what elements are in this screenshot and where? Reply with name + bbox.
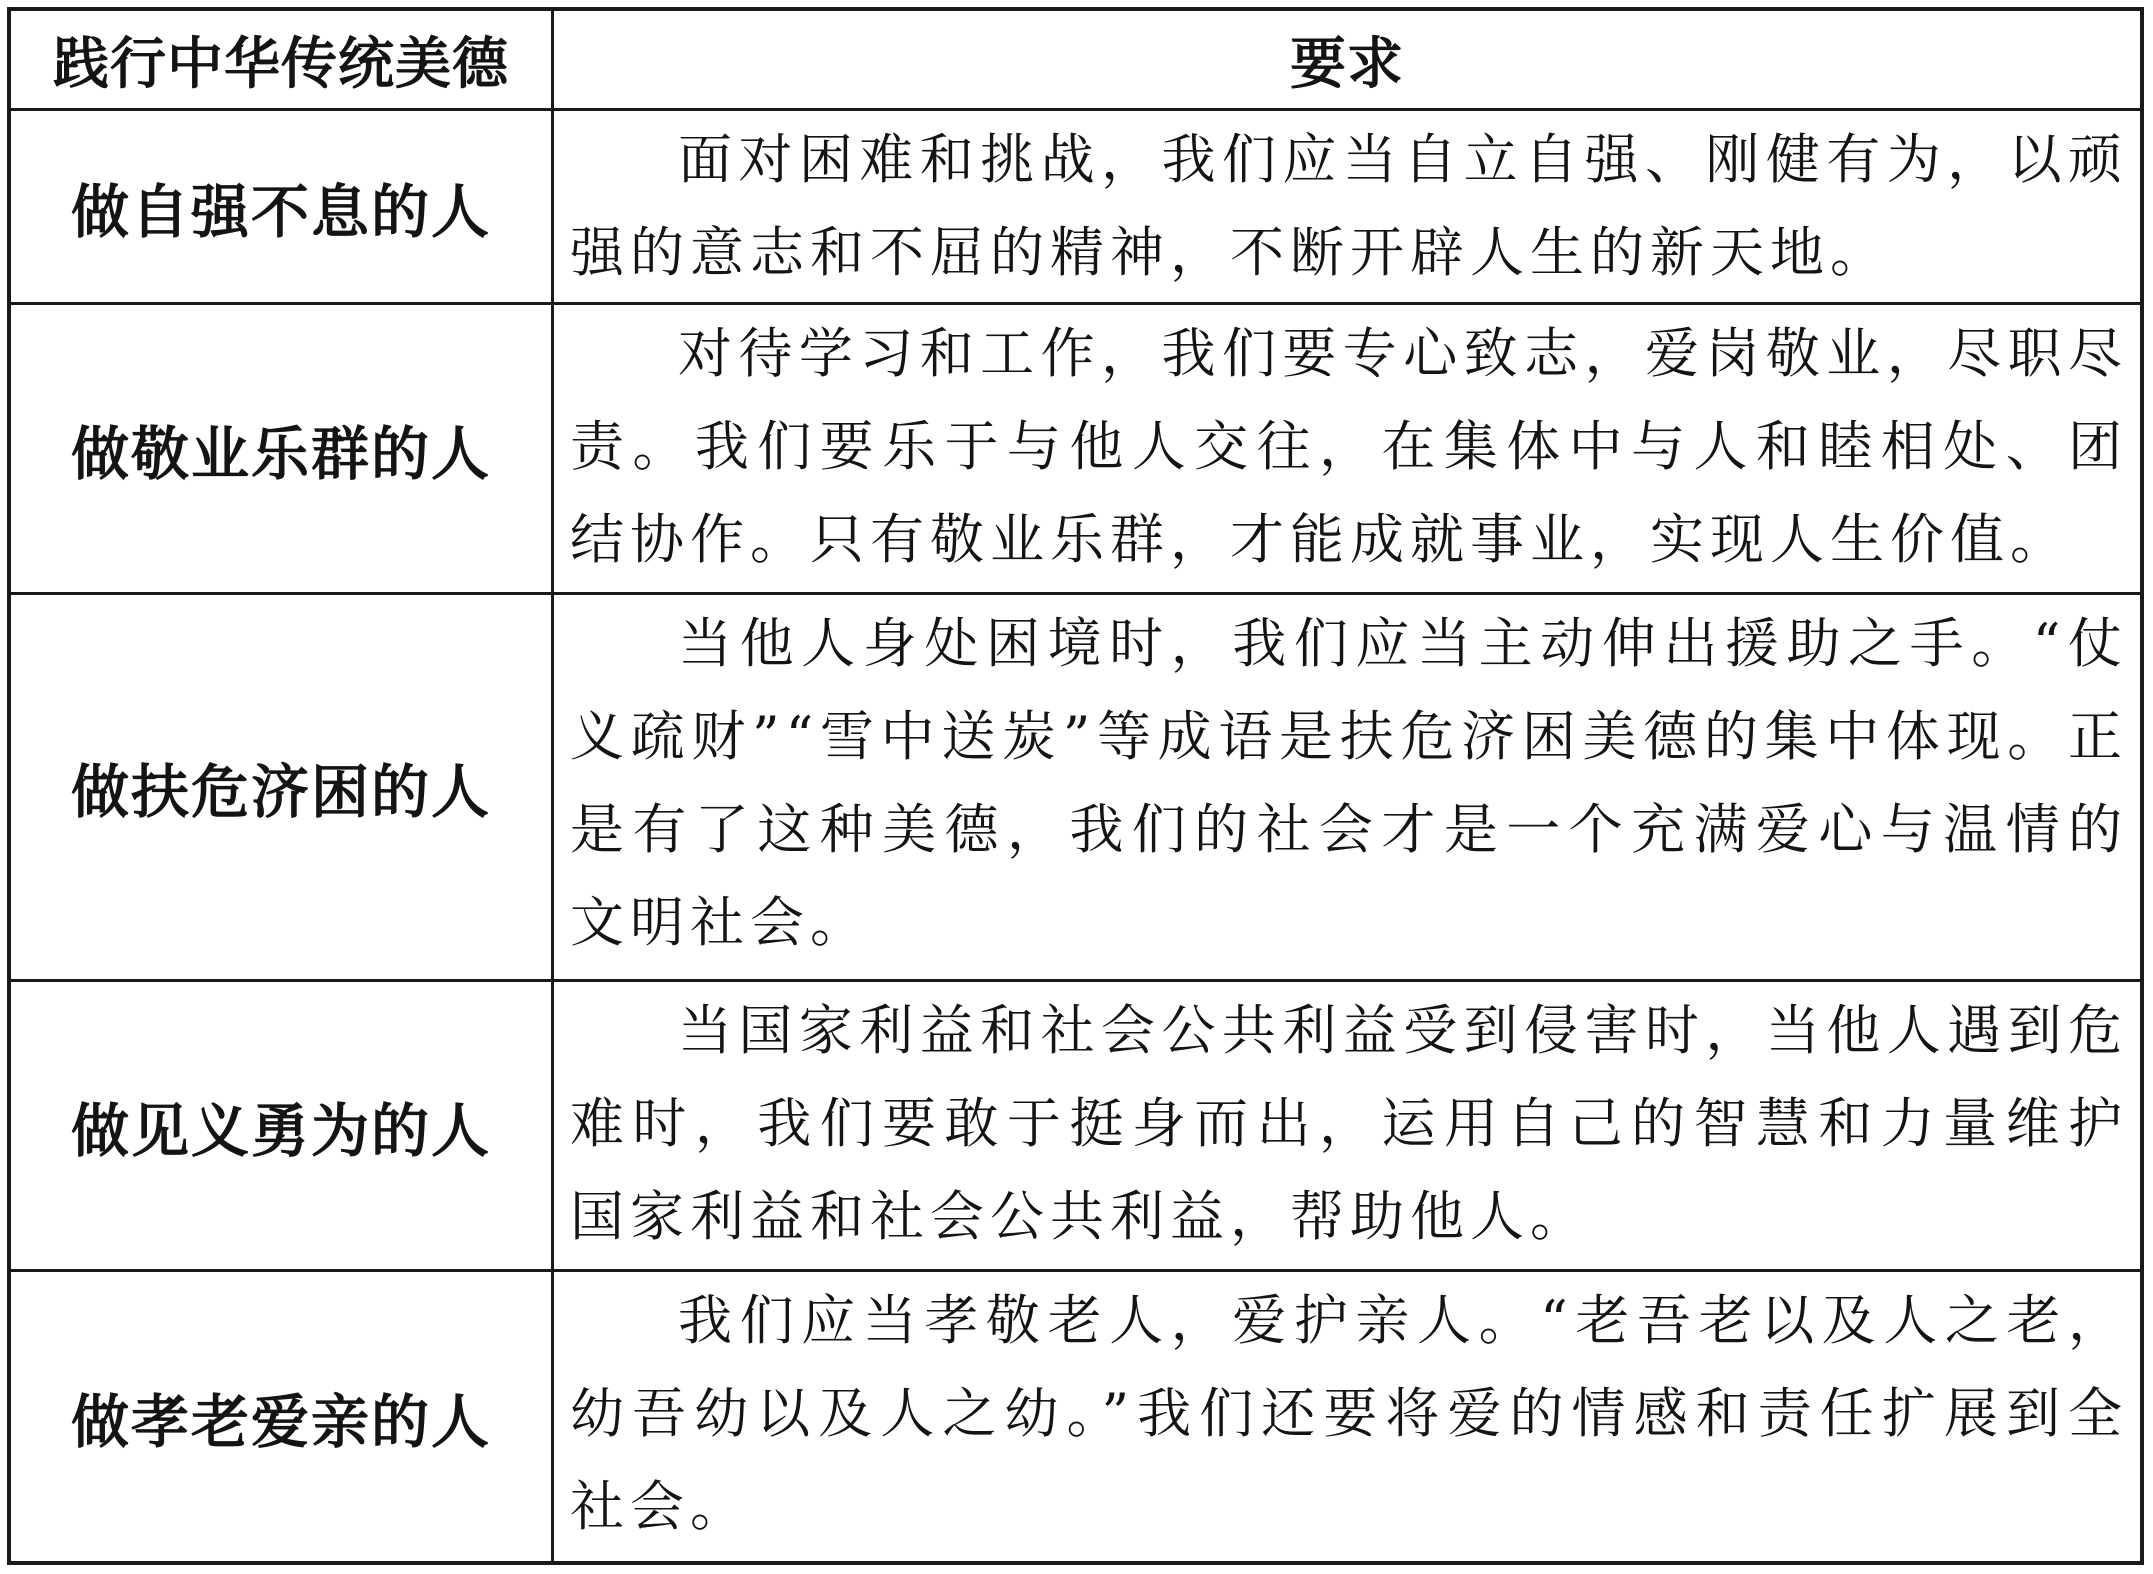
virtue-cell: 做扶危济困的人 [11,595,554,982]
header-requirement: 要求 [554,11,2140,111]
virtue-cell: 做自强不息的人 [11,111,554,305]
requirement-cell: 对待学习和工作，我们要专心致志，爱岗敬业，尽职尽责。我们要乐于与他人交往，在集体中与人和睦相处、团结协作。只有敬业乐群，才能成就事业，实现人生价值。 [554,305,2140,595]
requirement-cell: 当他人身处困境时，我们应当主动伸出援助之手。“仗义疏财”“雪中送炭”等成语是扶危济困美德的集中体现。正是有了这种美德，我们的社会才是一个充满爱心与温情的文明社会。 [554,595,2140,982]
virtue-cell: 做敬业乐群的人 [11,305,554,595]
requirement-cell: 我们应当孝敬老人，爱护亲人。“老吾老以及人之老，幼吾幼以及人之幼。”我们还要将爱的情感和责任扩展到全社会。 [570,1289,2128,1538]
requirement-cell: 面对困难和挑战，我们应当自立自强、刚健有为，以顽强的意志和不屈的精神，不断开辟人生的新天地。 [554,111,2140,305]
header-virtue: 践行中华传统美德 [11,11,554,111]
virtue-cell: 做见义勇为的人 [11,982,554,1272]
virtue-cell: 做孝老爱亲的人 [11,1272,554,1561]
virtues-table [7,7,2144,1565]
requirement-cell: 当国家利益和社会公共利益受到侵害时，当他人遇到危难时，我们要敢于挺身而出，运用自己的智慧和力量维护国家利益和社会公共利益，帮助他人。 [554,982,2140,1272]
